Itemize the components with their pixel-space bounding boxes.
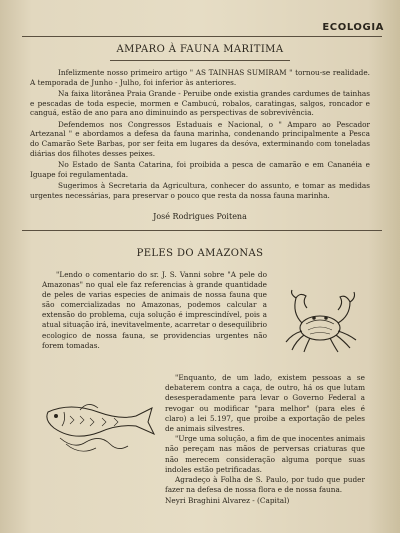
- article1-paragraph: Sugerimos à Secretaria da Agricultura, conhecer do assunto, e tomar as medidas urgentes necessárias, para preservar o pouco que resta da nossa fauna marinha.: [30, 181, 370, 200]
- section-header: ECOLOGIA: [322, 22, 384, 33]
- article1-body: [30, 68, 370, 202]
- article1-paragraph: Infelizmente nosso primeiro artigo " AS TAINHAS SUMIRAM " tornou-se realidade. A temporada de Junho - Julho, foi inferior às anteriores.: [30, 68, 370, 87]
- article2-paragraph: "Lendo o comentario do sr. J. S. Vanni sobre "A pele do Amazonas" no qual ele faz referencias à grande quantidade de peles de varias especies de animais de nossa fauna que são comercializadas no Amazonas, podemos calcular a extensão do problema, cuja solução é imprescindível, pois a atual situação irá, inevitavelmente, acarretar o desequilibrio ecologico de nossa fauna, se providencias urgentes não forem tomadas.: [42, 270, 267, 350]
- article1-title: AMPARO À FAUNA MARITIMA: [116, 44, 284, 55]
- article2-body-bottom: [165, 373, 365, 507]
- article2-signature: Neyri Braghini Alvarez - (Capital): [165, 496, 290, 506]
- fish-illustration: [40, 398, 158, 458]
- article1-paragraph: Defendemos nos Congressos Estaduais e Nacional, o " Amparo ao Pescador Artezanal " e abordamos a defesa da fauna marinha, condenando principalmente a Pesca do Camarão Sete Barbas, por ser feita em lugares da desóva, exterminando com toneladas diárias dos filhotes desses peixes.: [30, 119, 370, 158]
- article2-paragraph: Agradeço à Folha de S. Paulo, por tudo que puder fazer na defesa de nossa flora e de nossa fauna.: [165, 475, 365, 495]
- article2-paragraph: "Urge uma solução, a fim de que inocentes animais não pereçam nas mãos de perversas criaturas que não merecem consideração alguma porque suas indoles estão petrificadas.: [165, 434, 365, 474]
- crab-illustration: [280, 288, 364, 354]
- article2-title: PELES DO AMAZONAS: [136, 248, 264, 259]
- article2-paragraph: "Enquanto, de um lado, existem pessoas a se debaterem contra a caça, de outro, há os que lutam desesperadamente para levar o Governo Federal a revogar ou modificar "para melhor" (para eles é claro) a lei 5.197, que proibe a exportação de peles de animais silvestres.: [165, 373, 365, 434]
- title-underline: [110, 60, 290, 61]
- article1-paragraph: Na faixa litorânea Praia Grande - Peruibe onde existia grandes cardumes de tainhas e pescadas de toda especie, mormen e Cambucú, robalos, caratingas, salgos, roncador e canguá, estão de ano para ano diminuindo as perspectivas de sobrevivência.: [30, 89, 370, 118]
- article1-paragraph: No Estado de Santa Catarina, foi proibida a pesca de camarão e em Cananéia e Iguape foi regulamentada.: [30, 160, 370, 179]
- article2-body-top: [42, 270, 267, 351]
- article1-signature: José Rodrigues Poitena: [153, 212, 247, 221]
- section-divider: [22, 230, 382, 231]
- header-rule: [22, 36, 382, 37]
